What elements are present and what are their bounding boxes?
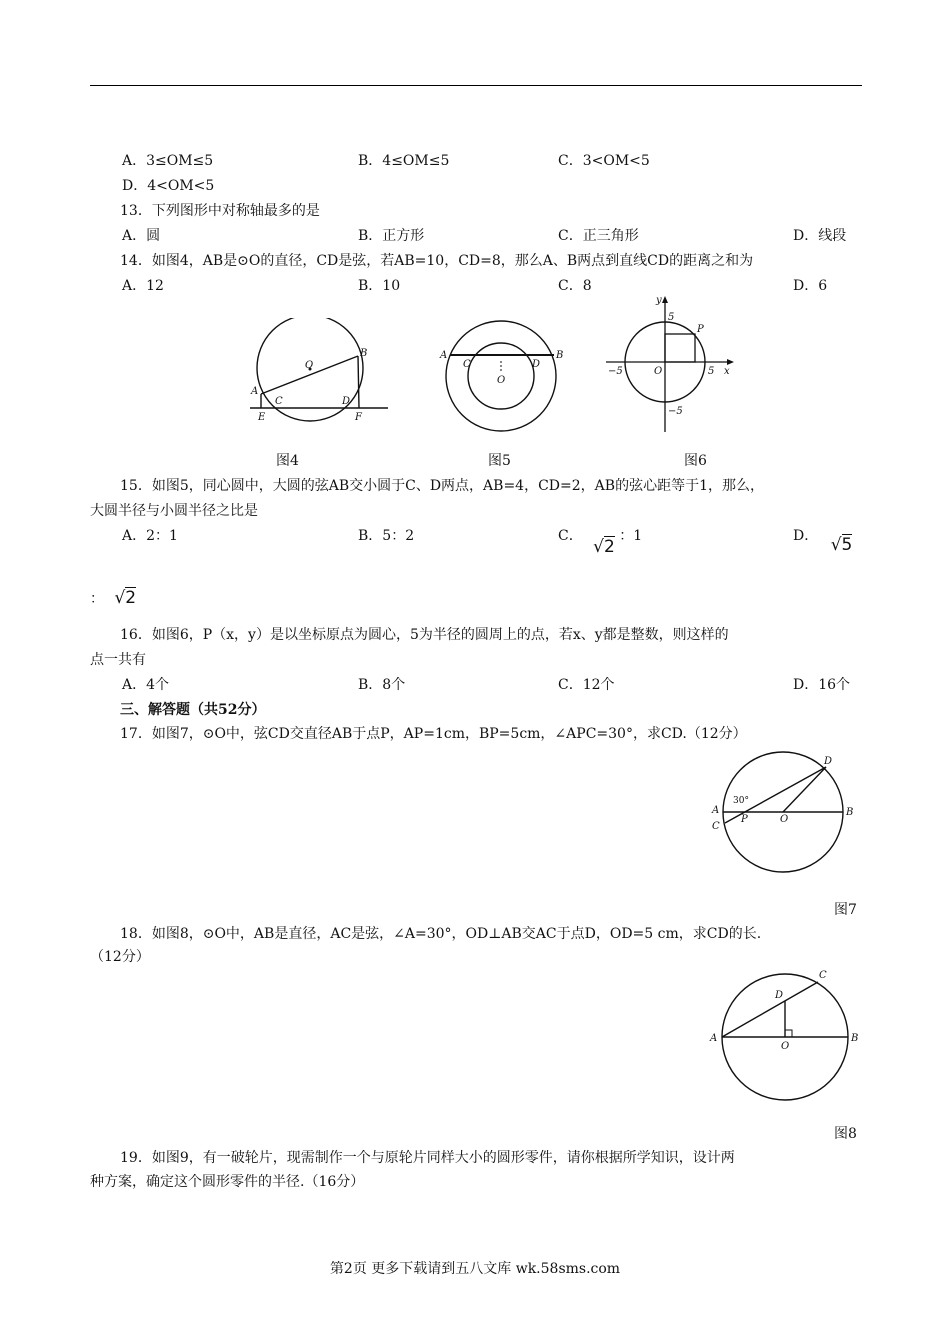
q12-option-c: C．3<OM<5 (558, 153, 650, 169)
q14-stem: 14．如图4，AB是⊙O的直径，CD是弦，若AB=10，CD=8，那么A、B两点到直线CD的距离之和为 (120, 253, 754, 269)
q15-option-c-suffix: ：1 (619, 528, 643, 544)
fig4-label-a: A (251, 386, 259, 397)
q19-stem-line2: 种方案，确定这个圆形零件的半径.（16分） (90, 1174, 365, 1190)
q16-stem-line2: 点一共有 (90, 652, 146, 668)
q14-option-d: D．6 (793, 278, 828, 294)
q13-option-c: C．正三角形 (558, 228, 639, 244)
q15-option-d-radical2: √2 (114, 588, 137, 608)
fig6-label-y: y (656, 295, 662, 306)
q17-stem: 17．如图7，⊙O中，弦CD交直径AB于点P，AP=1cm，BP=5cm，∠APC=30°，求CD.（12分） (120, 726, 747, 742)
fig7-label-b: B (846, 807, 854, 818)
fig8-label-b: B (851, 1033, 859, 1044)
fig7-label-a: A (712, 805, 720, 816)
fig6-label-o: O (654, 366, 663, 377)
fig7-label-p: P (741, 814, 748, 825)
fig7-label-o: O (780, 814, 789, 825)
q15-option-c-prefix: C． (558, 528, 583, 544)
fig4-label-b: B (360, 348, 368, 359)
header-rule (90, 85, 862, 86)
fig6-label-neg5-bottom: −5 (668, 406, 683, 417)
figure-4 (245, 318, 395, 428)
q15-option-a: A．2：1 (122, 528, 178, 544)
fig4-caption: 图4 (276, 453, 299, 469)
q18-stem-line2: （12分） (90, 949, 150, 965)
fig4-label-f: F (355, 412, 362, 423)
fig5-caption: 图5 (488, 453, 511, 469)
q12-option-a: A．3≤OM≤5 (122, 153, 214, 169)
fig6-label-5-right: 5 (708, 366, 715, 377)
q19-stem-line1: 19．如图9，有一破轮片，现需制作一个与原轮片同样大小的圆形零件，请你根据所学知识，设计两 (120, 1150, 735, 1166)
fig8-label-o: O (781, 1041, 790, 1052)
fig5-label-b: B (556, 350, 564, 361)
q13-option-b: B．正方形 (358, 228, 425, 244)
q15-option-b: B．5：2 (358, 528, 415, 544)
fig8-caption: 图8 (834, 1126, 857, 1142)
q15-option-d (793, 525, 853, 555)
q16-option-d: D．16个 (793, 677, 851, 693)
page-footer: 第2页 更多下载请到五八文库 wk.58sms.com (329, 1261, 621, 1277)
section-3-heading: 三、解答题（共52分） (120, 702, 266, 718)
q12-option-b: B．4≤OM≤5 (358, 153, 450, 169)
fig6-label-5-top: 5 (668, 312, 675, 323)
q18-stem-line1: 18．如图8，⊙O中，AB是直径，AC是弦，∠A=30°，OD⊥AB交AC于点D，OD=5 cm，求CD的长. (120, 926, 762, 942)
fig4-label-c: C (275, 396, 283, 407)
fig8-label-d: D (775, 990, 784, 1001)
fig7-label-c: C (712, 821, 720, 832)
figure-8 (702, 965, 862, 1105)
q15-stem-line1: 15．如图5，同心圆中，大圆的弦AB交小圆于C、D两点，AB=4，CD=2，AB的弦心距等于1，那么， (120, 478, 764, 494)
q16-option-b: B．8个 (358, 677, 406, 693)
fig4-label-e: E (258, 412, 266, 423)
fig6-caption: 图6 (684, 453, 707, 469)
figure-6 (600, 294, 740, 436)
q16-option-a: A．4个 (122, 677, 170, 693)
q15-option-d-prefix: D． (793, 528, 819, 544)
q15-stem-line2: 大圆半径与小圆半径之比是 (90, 503, 258, 519)
fig5-label-d: D (532, 359, 541, 370)
q14-option-a: A．12 (122, 278, 164, 294)
q12-option-d: D．4<OM<5 (122, 178, 215, 194)
fig7-label-d: D (824, 756, 833, 767)
q13-option-a: A．圆 (122, 228, 161, 244)
fig7-caption: 图7 (834, 902, 857, 918)
q14-option-b: B．10 (358, 278, 401, 294)
fig4-label-d: D (342, 396, 351, 407)
fig4-label-o: O (305, 360, 314, 371)
fig5-label-c: C (463, 359, 471, 370)
q16-option-c: C．12个 (558, 677, 615, 693)
q15-option-c-radical: √2 (593, 537, 615, 557)
fig5-label-a: A (440, 350, 448, 361)
q15-option-d-colon: ： (90, 591, 104, 607)
q14-option-c: C．8 (558, 278, 592, 294)
fig6-label-x: x (724, 366, 730, 377)
fig8-label-a: A (710, 1033, 718, 1044)
q16-stem-line1: 16．如图6，P（x，y）是以坐标原点为圆心，5为半径的圆周上的点，若x、y都是整数，则这样的 (120, 627, 729, 643)
q13-option-d: D．线段 (793, 228, 847, 244)
q15-option-c (558, 525, 643, 557)
fig5-label-o: O (497, 375, 506, 386)
fig6-label-neg5-left: −5 (608, 366, 623, 377)
fig6-label-p: P (697, 324, 704, 335)
fig7-label-30deg: 30° (733, 796, 749, 806)
figure-7 (700, 745, 860, 880)
q15-option-d-radical: √5 (830, 535, 853, 555)
q15-option-d-continued (90, 588, 136, 608)
q13-stem: 13．下列图形中对称轴最多的是 (120, 203, 320, 219)
figure-5 (437, 318, 572, 433)
fig8-label-c: C (819, 970, 827, 981)
